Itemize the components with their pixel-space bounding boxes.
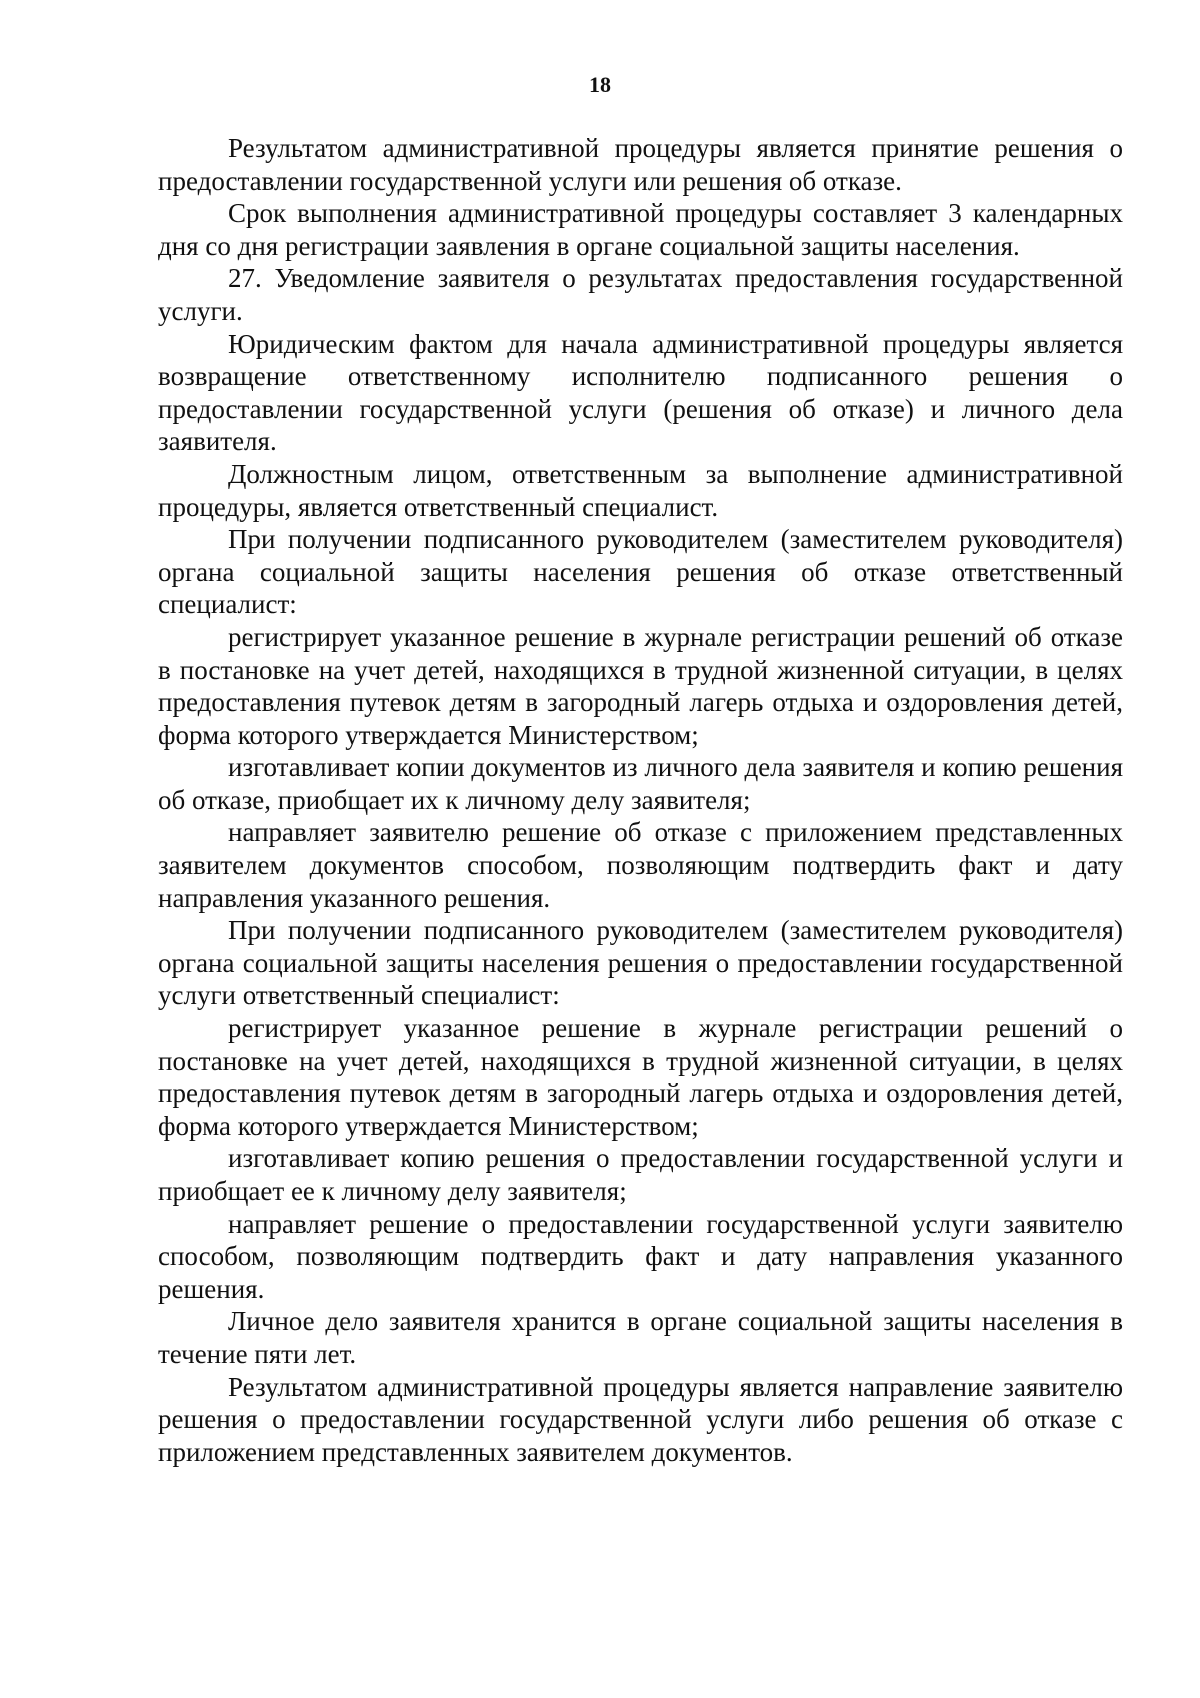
paragraph: При получении подписанного руководителем (заместителем руководителя) органа социальной защиты населения решения об отказе ответственный специалист: xyxy=(158,524,1123,620)
list-paragraph: изготавливает копии документов из личного дела заявителя и копию решения об отказе, приобщает их к личному делу заявителя; xyxy=(158,752,1123,815)
paragraph: Должностным лицом, ответственным за выполнение административной процедуры, является ответственный специалист. xyxy=(158,458,1123,522)
paragraph: Срок выполнения административной процедуры составляет 3 календарных дня со дня регистрации заявления в органе социальной защиты населения. xyxy=(158,198,1123,261)
paragraph: При получении подписанного руководителем (заместителем руководителя) органа социальной защиты населения решения о предоставлении государственной услуги ответственный специалист: xyxy=(158,915,1123,1011)
list-paragraph: регистрирует указанное решение в журнале регистрации решений о постановке на учет детей, находящихся в трудной жизненной ситуации, в целях предоставления путевок детям в загородный лагерь отдыха и оздоровления детей, форма которого утверждается Министерством; xyxy=(158,1013,1123,1141)
paragraph: Результатом административной процедуры является направление заявителю решения о предоставлении государственной услуги либо решения об отказе с приложением представленных заявителем документов. xyxy=(158,1371,1123,1467)
page-number: 18 xyxy=(589,72,611,97)
document-body xyxy=(158,132,1123,1468)
paragraph: Результатом административной процедуры является принятие решения о предоставлении государственной услуги или решения об отказе. xyxy=(158,133,1123,196)
list-paragraph: направляет заявителю решение об отказе с приложением представленных заявителем документов способом, позволяющим подтвердить факт и дату направления указанного решения. xyxy=(158,817,1123,913)
list-paragraph: изготавливает копию решения о предоставлении государственной услуги и приобщает ее к личному делу заявителя; xyxy=(158,1143,1123,1206)
list-paragraph: направляет решение о предоставлении государственной услуги заявителю способом, позволяющим подтвердить факт и дату направления указанного решения. xyxy=(158,1208,1123,1304)
section-heading-paragraph: 27. Уведомление заявителя о результатах предоставления государственной услуги. xyxy=(158,263,1123,326)
list-paragraph: регистрирует указанное решение в журнале регистрации решений об отказе в постановке на учет детей, находящихся в трудной жизненной ситуации, в целях предоставления путевок детям в загородный лагерь отдыха и оздоровления детей, форма которого утверждается Министерством; xyxy=(158,621,1123,750)
paragraph: Личное дело заявителя хранится в органе социальной защиты населения в течение пяти лет. xyxy=(158,1306,1123,1369)
paragraph: Юридическим фактом для начала административной процедуры является возвращение ответственному исполнителю подписанного решения о предоставлении государственной услуги (решения об отказе) и личного дела заявителя. xyxy=(158,328,1123,457)
